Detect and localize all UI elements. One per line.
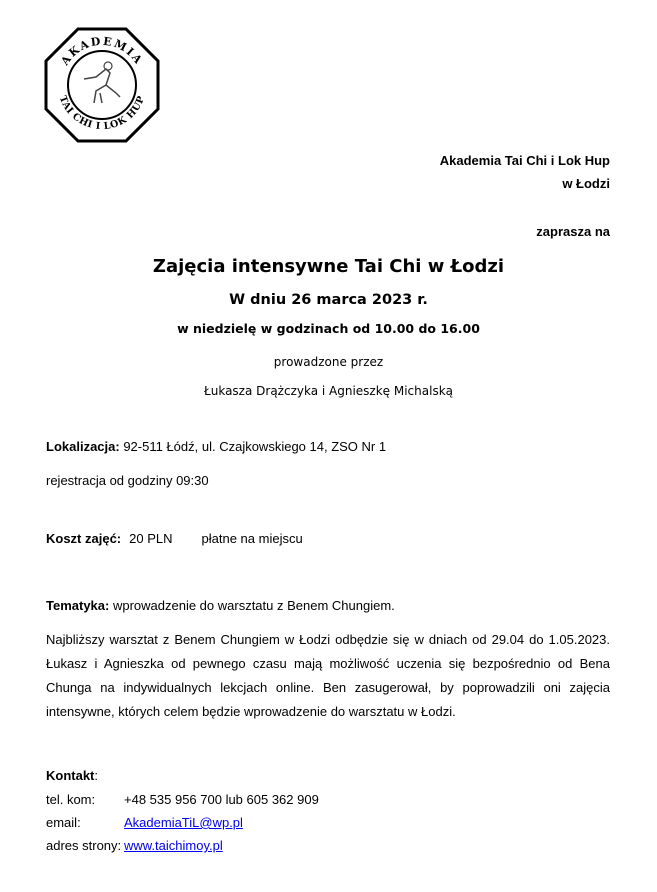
- email-link[interactable]: AkademiaTiL@wp.pl: [124, 815, 243, 830]
- event-hours: w niedzielę w godzinach od 10.00 do 16.00: [177, 321, 480, 336]
- led-by: prowadzone przez: [273, 355, 384, 369]
- email-label: email:: [46, 815, 81, 830]
- description: Najbliższy warsztat z Benem Chungiem w Łodzi odbędzie się w dniach od 29.04 do 1.05.2023. Łukasz i Agnieszka od pewnego czasu mają możliwość uczenia się bezpośrednio od Bena Chunga na indywidualnych lekcjach online. Ben zasugerował, by poprowadzili oni zajęcia intensywne, których celem będzie wprowadzenie do warsztatu w Łodzi.: [46, 632, 610, 719]
- location-label: Lokalizacja:: [46, 439, 120, 454]
- academy-logo: [44, 27, 160, 143]
- org-city: w Łodzi: [562, 176, 610, 191]
- topic: [46, 598, 395, 614]
- registration: rejestracja od godziny 09:30: [46, 473, 209, 488]
- contact-heading: [46, 768, 98, 784]
- contact-colon: :: [94, 768, 99, 783]
- topic-label: Tematyka:: [46, 598, 110, 613]
- contact-heading-text: Kontakt: [46, 768, 95, 783]
- svg-text:TAI CHI I LOK HUP: TAI CHI I LOK HUP: [56, 94, 148, 133]
- invite-text: zaprasza na: [536, 224, 610, 239]
- phone-value: +48 535 956 700 lub 605 362 909: [124, 792, 319, 807]
- cost-value: 20 PLN: [129, 531, 173, 546]
- phone-label: tel. kom:: [46, 792, 96, 807]
- website-link[interactable]: www.taichimoy.pl: [124, 838, 223, 853]
- cost-label: Koszt zajęć:: [46, 531, 122, 546]
- page-title: Zajęcia intensywne Tai Chi w Łodzi: [152, 256, 505, 277]
- location-value: 92-511 Łódź, ul. Czajkowskiego 14, ZSO Nr 1: [119, 439, 387, 454]
- topic-value: wprowadzenie do warsztatu z Benem Chungiem.: [109, 598, 395, 613]
- web-label: adres strony:: [46, 838, 122, 853]
- svg-text:AKADEMIA: AKADEMIA: [58, 34, 146, 68]
- org-name: Akademia Tai Chi i Lok Hup: [439, 153, 610, 168]
- cost: [46, 531, 303, 547]
- event-date: W dniu 26 marca 2023 r.: [229, 292, 428, 308]
- instructors: Łukasza Drążczyka i Agnieszkę Michalską: [203, 384, 454, 398]
- location: [46, 439, 386, 455]
- cost-note: płatne na miejscu: [201, 531, 303, 546]
